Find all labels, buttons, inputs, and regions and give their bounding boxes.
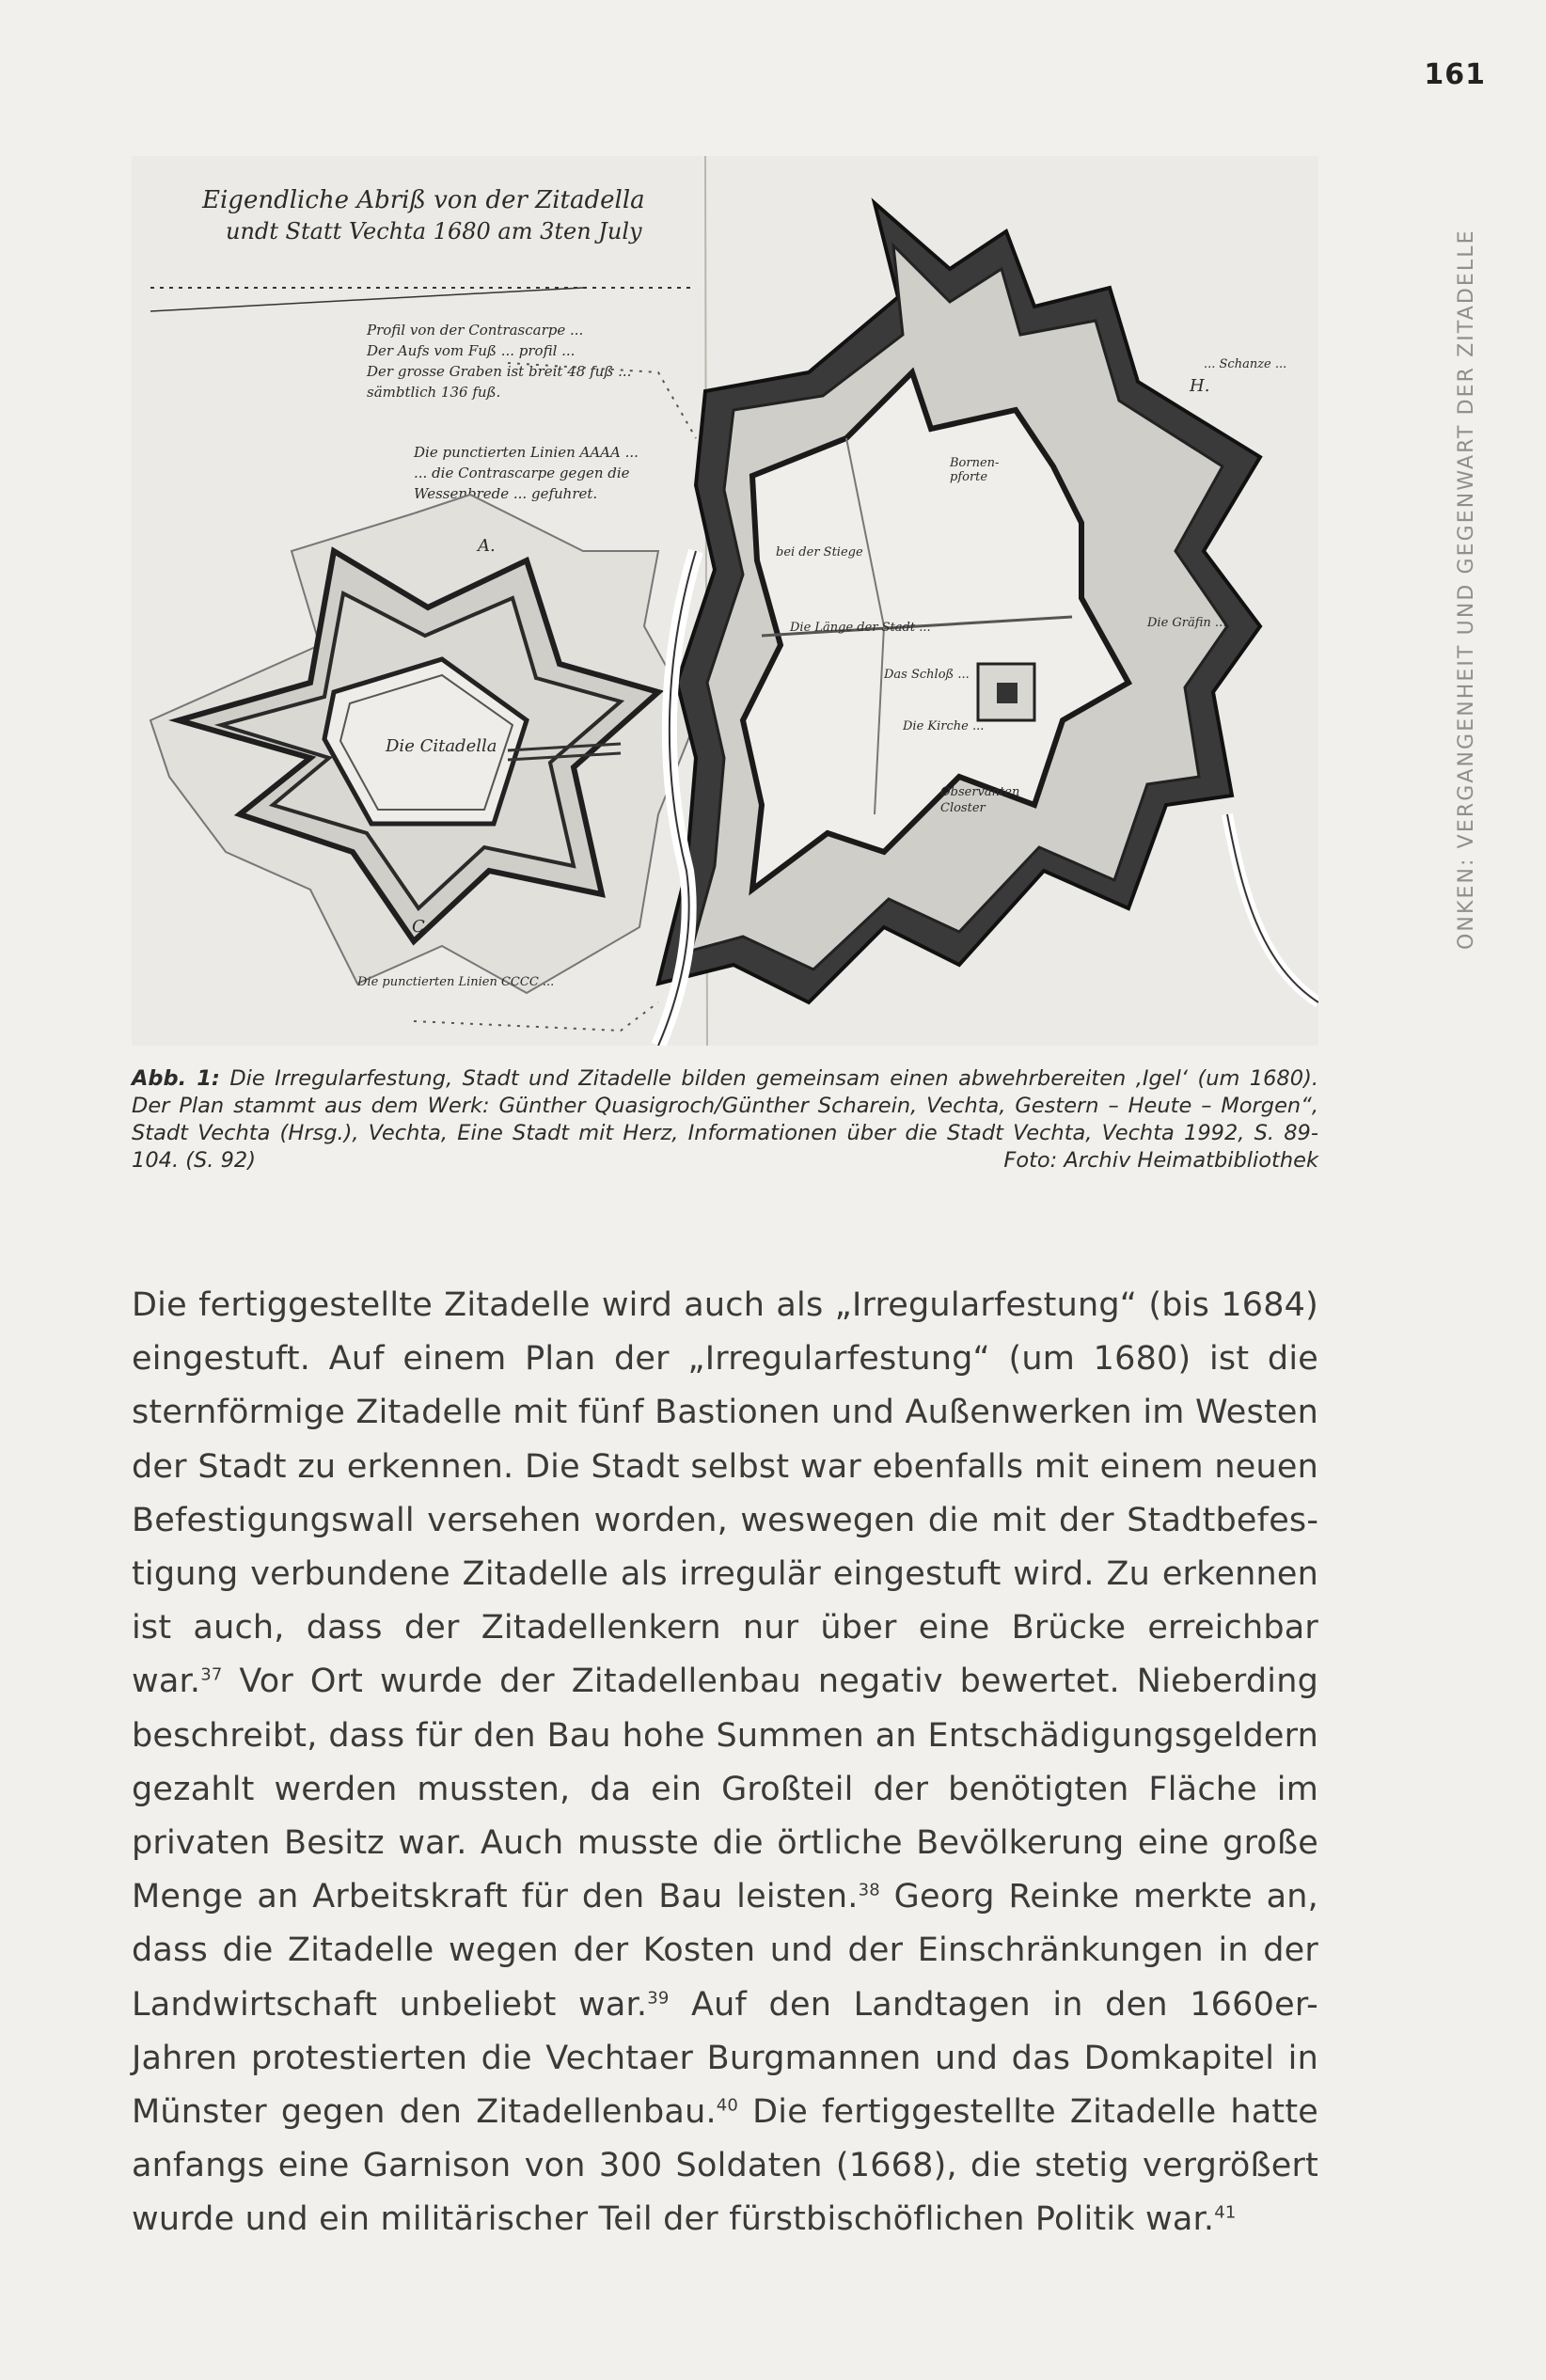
svg-text:Closter: Closter xyxy=(940,801,986,815)
svg-text:Die Kirche ...: Die Kirche ... xyxy=(903,719,985,733)
svg-text:Die Gräfin ...: Die Gräfin ... xyxy=(1147,616,1227,630)
body-text-segment: Auf den Landtagen in den 1660er-Jahren protestierten die Vechtaer Burgmannen und das Domkapitel in Münster gegen den Zitadellenbau. xyxy=(132,1985,1318,2132)
page-number: 161 xyxy=(1424,58,1486,91)
label-h: H. xyxy=(1190,376,1210,396)
footnote-ref: 41 xyxy=(1214,2202,1237,2223)
svg-text:Die Länge der Stadt ...: Die Länge der Stadt ... xyxy=(790,621,931,635)
svg-text:Profil von der Contrascarpe ..: Profil von der Contrascarpe ... xyxy=(367,322,584,339)
body-paragraph xyxy=(132,1279,1318,2247)
svg-text:... die Contrascarpe gegen die: ... die Contrascarpe gegen die xyxy=(414,465,630,481)
caption-label: Abb. 1: xyxy=(132,1066,220,1091)
body-text-segment: Vor Ort wurde der Zitadellenbau negativ bewertet. Nieberding beschreibt, dass für den Bau hohe Summen an Entschädigungsgeldern gezahlt werden mussten, da ein Großteil der benötigten Fläche im privaten Besitz war. Auch musste die örtliche Bevölkerung eine große Menge an Arbeitskraft für den Bau leisten. xyxy=(132,1663,1318,1916)
svg-text:Wessenbrede ... gefuhret.: Wessenbrede ... gefuhret. xyxy=(414,485,598,502)
svg-text:... Schanze ...: ... Schanze ... xyxy=(1204,357,1287,371)
label-c: C. xyxy=(412,917,430,937)
svg-text:bei der Stiege: bei der Stiege xyxy=(776,545,863,560)
svg-text:Das Schloß ...: Das Schloß ... xyxy=(884,668,970,682)
caption-text: Die Irregularfestung, Stadt und Zitadelle bilden gemeinsam einen abwehrbereiten ‚Igel‘ (um 1680). Der Plan stammt aus dem Werk: Günther Quasigroch/Günther Scharein, Vechta, Gestern – Heute – Morgen“, Stadt Vechta (Hrsg.), Vechta, Eine Stadt mit Herz, Informationen über die Stadt Vechta, Vechta 1992, S. 89-104. (S. 92) xyxy=(132,1066,1318,1173)
svg-text:Der Aufs vom Fuß ... profil ..: Der Aufs vom Fuß ... profil ... xyxy=(367,342,576,359)
svg-text:Der grosse Graben ist breit 48: Der grosse Graben ist breit 48 fuß ... xyxy=(367,363,632,380)
fortress-plan-figure xyxy=(132,156,1318,1046)
svg-text:Die punctierten Linien CCCC ..: Die punctierten Linien CCCC ... xyxy=(357,975,555,989)
svg-text:Die punctierten Linien AAAA ..: Die punctierten Linien AAAA ... xyxy=(414,444,639,461)
footnote-ref: 40 xyxy=(716,2095,739,2116)
citadel-label: Die Citadella xyxy=(386,736,497,756)
fortress-plan-drawing xyxy=(132,156,1318,1046)
body-text-segment: Georg Reinke merkte an, dass die Zitadelle wegen der Kosten und der Einschränkungen in der Landwirtschaft unbeliebt war. xyxy=(132,1878,1319,2024)
footnote-ref: 38 xyxy=(858,1880,880,1900)
photo-credit: Foto: Archiv Heimatbibliothek xyxy=(1003,1148,1318,1173)
svg-text:Observanten: Observanten xyxy=(940,785,1020,799)
map-title-line2: undt Statt Vechta 1680 am 3ten July xyxy=(226,218,642,244)
map-title-line1: Eigendliche Abriß von der Zitadella xyxy=(202,186,645,214)
svg-text:pforte: pforte xyxy=(950,470,988,484)
body-text-segment: Die fertiggestellte Zitadelle hatte anfangs eine Garnison von 300 Soldaten (1668), die stetig vergrößert wurde und ein militärischer Teil der fürstbischöflichen Politik war. xyxy=(132,2093,1318,2239)
body-text-segment: Die fertiggestellte Zitadelle wird auch als „Irregularfestung“ (bis 1684) eingestuft. Auf einem Plan der „Irregularfestung“ (um 1680) ist die sternförmige Zitadelle mit fünf Bastionen und Außenwerken im Westen der Stadt zu erkennen. Die Stadt selbst war ebenfalls mit einem neuen Befestigungswall versehen worden, weswegen die mit der Stadtbefestigung verbundene Zitadelle als irregulär eingestuft wird. Zu erkennen ist auch, dass der Zitadellenkern nur über eine Brücke erreichbar war. xyxy=(132,1286,1318,1701)
svg-text:Bornen-: Bornen- xyxy=(950,456,1000,470)
svg-text:sämbtlich 136 fuß.: sämbtlich 136 fuß. xyxy=(367,384,501,401)
figure-caption xyxy=(132,1065,1318,1174)
running-head: ONKEN: VERGANGENHEIT UND GEGENWART DER ZITADELLE xyxy=(1455,229,1478,950)
label-a: A. xyxy=(478,536,496,556)
footnote-ref: 37 xyxy=(200,1664,223,1685)
footnote-ref: 39 xyxy=(647,1987,670,2008)
